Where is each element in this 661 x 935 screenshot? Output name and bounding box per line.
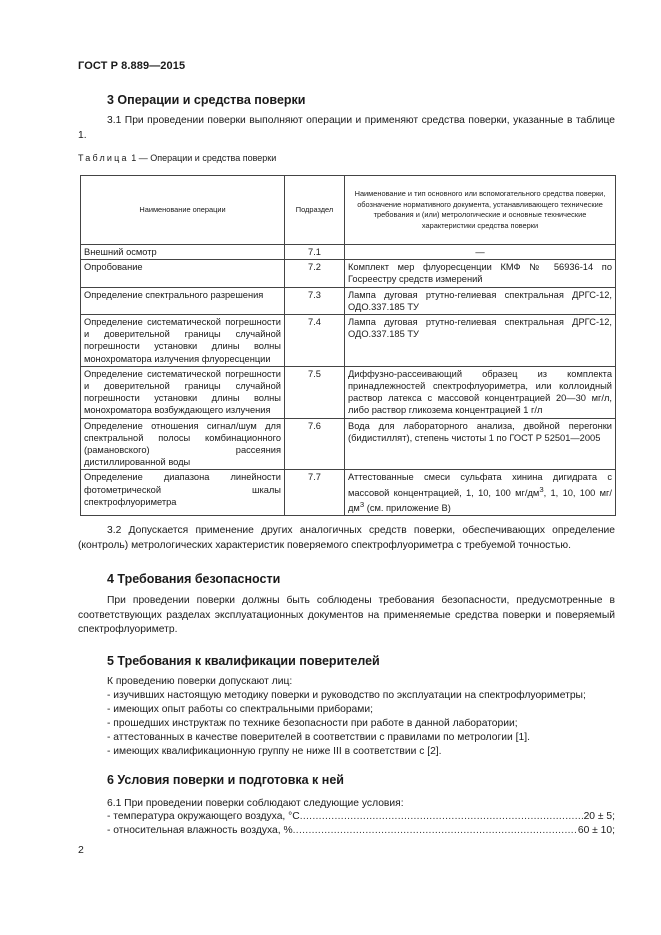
condition-value: 20 ± 5; [583, 811, 615, 822]
means-cell: Вода для лабораторного анализа, двойной перегонки (бидистиллят), степень чистоты 1 по ГОСТ Р 52501—2005 [345, 418, 616, 470]
section-4-paragraph: При проведении поверки должны быть соблюдены требования безопасности, предусмотренные в соответствующих разделах эксплуатационных документов на применяемые средства поверки и поверяемый спектрофлуориметр. [78, 595, 615, 635]
condition-temperature [107, 811, 615, 822]
table-caption-prefix: Таблица [78, 153, 129, 163]
table-row [81, 315, 616, 367]
list-item: - изучивших настоящую методику поверки и руководство по эксплуатации на спектрофлуориметры; [107, 690, 586, 701]
operation-cell: Определение диапазона линейности фотометрической шкалы спектрофлуориметра [81, 470, 285, 516]
header-operation: Наименование операции [81, 176, 285, 245]
subsection-cell: 7.2 [285, 260, 345, 287]
table-row [81, 418, 616, 470]
means-text-c: (см. приложение В) [364, 503, 451, 514]
means-cell: Комплект мер флуоресценции КМФ № 56936-14 по Госреестру средств измерений [345, 260, 616, 287]
means-text-b: , 1, 10, 100 мг/дм [348, 487, 612, 514]
means-cell: Диффузно-рассеивающий образец из комплекта принадлежностей спектрофлуориметра, или коллоидный раствор латекса с массовой концентрацией 20—30 мг/л, либо раствор гликозема концентрацией 1 г/л [345, 366, 616, 418]
table-header-row [81, 176, 616, 245]
header-means: Наименование и тип основного или вспомогательного средства поверки, обозначение нормативного документа, устанавливающего технические требования и (или) метрологические и основные технические характеристики средства поверки [345, 176, 616, 245]
condition-humidity [107, 825, 615, 836]
superscript-3: 3 [359, 499, 365, 509]
dot-leader [300, 811, 584, 822]
table-row [81, 366, 616, 418]
operation-cell: Определение систематической погрешности и доверительной границы случайной погрешности установки длины волны монохроматора излучения флуоресценции [81, 315, 285, 367]
condition-label: - относительная влажность воздуха, % [107, 825, 293, 836]
superscript-3: 3 [539, 484, 544, 494]
dot-leader [293, 825, 578, 836]
subsection-cell: 7.5 [285, 366, 345, 418]
operation-cell: Определение систематической погрешности и доверительной границы случайной погрешности установки длины волны монохроматора возбуждающего излучения [81, 366, 285, 418]
section-6-intro: 6.1 При проведении поверки соблюдают следующие условия: [107, 798, 404, 809]
section-6-title: 6 Условия поверки и подготовка к ней [107, 773, 344, 787]
section-3-title: 3 Операции и средства поверки [107, 93, 306, 107]
table-row [81, 287, 616, 314]
section-5-title: 5 Требования к квалификации поверителей [107, 654, 380, 668]
operations-table [80, 175, 616, 516]
table-row [81, 260, 616, 287]
section-4-title: 4 Требования безопасности [107, 572, 281, 586]
section-3-paragraph-1: 3.1 При проведении поверки выполняют операции и применяют средства поверки, указанные в таблице 1. [78, 115, 615, 141]
section-3-paragraph-2: 3.2 Допускается применение других аналогичных средств поверки, обеспечивающих определение (контроль) метрологических характеристик поверяемого спектрофлуориметра с требуемой точностью. [78, 525, 615, 551]
subsection-cell: 7.4 [285, 315, 345, 367]
means-text-a: Аттестованные смеси сульфата хинина дигидрата с массовой концентрацией, 1, 10, 100 мг/дм [348, 472, 612, 498]
header-subsection: Подраздел [285, 176, 345, 245]
condition-value: 60 ± 10; [577, 825, 615, 836]
means-cell: Лампа дуговая ртутно-гелиевая спектральная ДРГС-12, ОДО.337.185 ТУ [345, 287, 616, 314]
list-item: - аттестованных в качестве поверителей в соответствии с правилами по метрологии [1]. [107, 732, 530, 743]
list-item: - имеющих квалификационную группу не ниже III в соответствии с [2]. [107, 746, 442, 757]
standard-designation: ГОСТ Р 8.889—2015 [78, 60, 186, 72]
condition-label: - температура окружающего воздуха, °С [107, 811, 300, 822]
table-row [81, 245, 616, 260]
subsection-cell: 7.6 [285, 418, 345, 470]
operation-cell: Определение спектрального разрешения [81, 287, 285, 314]
means-cell [345, 470, 616, 516]
list-item: - имеющих опыт работы со спектральными приборами; [107, 704, 373, 715]
means-cell: Лампа дуговая ртутно-гелиевая спектральная ДРГС-12, ОДО.337.185 ТУ [345, 315, 616, 367]
subsection-cell: 7.7 [285, 470, 345, 516]
means-cell: — [345, 245, 616, 260]
subsection-cell: 7.1 [285, 245, 345, 260]
table-caption-rest: 1 — Операции и средства поверки [128, 153, 277, 163]
table-row [81, 470, 616, 516]
list-item: - прошедших инструктаж по технике безопасности при работе в данной лаборатории; [107, 718, 518, 729]
section-5-intro: К проведению поверки допускают лиц: [107, 676, 293, 687]
operation-cell: Опробование [81, 260, 285, 287]
operation-cell: Определение отношения сигнал/шум для спектральной полосы комбинационного (рамановского) рассеяния дистиллированной воды [81, 418, 285, 470]
subsection-cell: 7.3 [285, 287, 345, 314]
page-number: 2 [78, 844, 84, 856]
operation-cell: Внешний осмотр [81, 245, 285, 260]
table-caption [78, 153, 276, 163]
